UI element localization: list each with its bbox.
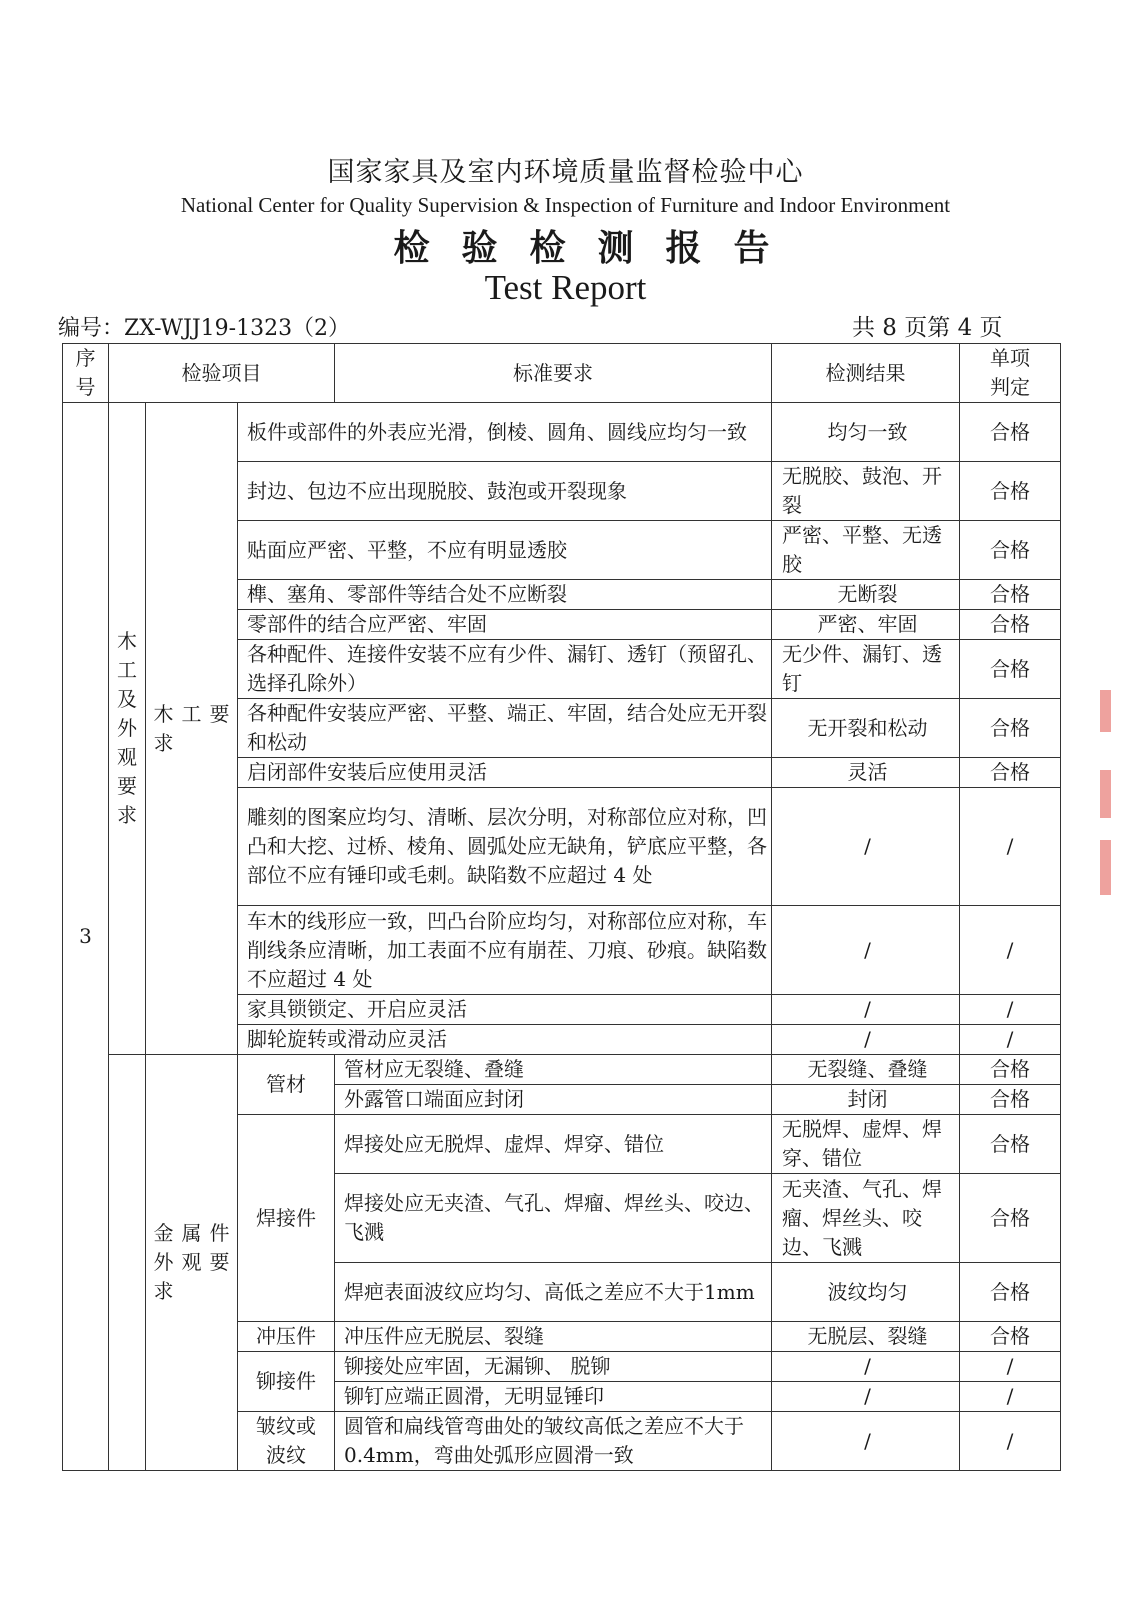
requirement-cell: 启闭部件安装后应使用灵活	[238, 758, 772, 788]
subgroup-cell: 冲压件	[238, 1322, 335, 1352]
verdict-cell: 合格	[960, 521, 1061, 580]
result-cell: 均匀一致	[772, 403, 960, 462]
result-cell: 灵活	[772, 758, 960, 788]
verdict-cell: /	[960, 995, 1061, 1025]
category-spacer	[109, 1055, 146, 1471]
verdict-cell: /	[960, 906, 1061, 995]
result-cell: 无裂缝、叠缝	[772, 1055, 960, 1085]
page-indicator: 共 8 页第 4 页	[852, 315, 1003, 341]
verdict-cell: /	[960, 788, 1061, 906]
verdict-cell: 合格	[960, 758, 1061, 788]
verdict-cell: /	[960, 1412, 1061, 1471]
org-name-cn: 国家家具及室内环境质量监督检验中心	[327, 157, 804, 188]
requirement-cell: 铆接处应牢固，无漏铆、 脱铆	[335, 1352, 772, 1382]
result-cell: /	[772, 906, 960, 995]
requirement-cell: 焊接处应无脱焊、虚焊、焊穿、错位	[335, 1115, 772, 1174]
result-cell: 封闭	[772, 1085, 960, 1115]
requirement-cell: 家具锁锁定、开启应灵活	[238, 995, 772, 1025]
result-cell: /	[772, 1382, 960, 1412]
requirement-cell: 冲压件应无脱层、裂缝	[335, 1322, 772, 1352]
requirement-cell: 焊疤表面波纹应均匀、高低之差应不大于1mm	[335, 1263, 772, 1322]
verdict-cell: 合格	[960, 610, 1061, 640]
result-cell: /	[772, 1025, 960, 1055]
seal-mark	[1100, 840, 1111, 895]
report-title-cn: 检验检测报告	[393, 227, 802, 269]
header-result: 检测结果	[772, 344, 960, 403]
requirement-cell: 各种配件、连接件安装不应有少件、漏钉、透钉（预留孔、选择孔除外）	[238, 640, 772, 699]
report-title-en: Test Report	[484, 268, 647, 307]
requirement-cell: 铆钉应端正圆滑，无明显锤印	[335, 1382, 772, 1412]
requirement-cell: 板件或部件的外表应光滑，倒棱、圆角、圆线应均匀一致	[238, 403, 772, 462]
verdict-cell: 合格	[960, 403, 1061, 462]
verdict-cell: 合格	[960, 1055, 1061, 1085]
subgroup-cell: 焊接件	[238, 1115, 335, 1322]
requirement-cell: 零部件的结合应严密、牢固	[238, 610, 772, 640]
result-cell: 严密、牢固	[772, 610, 960, 640]
result-cell: /	[772, 1412, 960, 1471]
report-number: 编号：ZX-WJJ19-1323（2）	[58, 316, 351, 341]
verdict-cell: 合格	[960, 1115, 1061, 1174]
verdict-cell: 合格	[960, 1085, 1061, 1115]
org-name-en: National Center for Quality Supervision & Inspection of Furniture and Indoor Environment	[180, 193, 951, 217]
header-item: 检验项目	[109, 344, 335, 403]
verdict-cell: /	[960, 1025, 1061, 1055]
seq-cell: 3	[63, 403, 109, 1471]
subgroup-cell: 管材	[238, 1055, 335, 1115]
verdict-cell: 合格	[960, 1174, 1061, 1263]
result-cell: 无夹渣、气孔、焊瘤、焊丝头、咬边、飞溅	[772, 1174, 960, 1263]
verdict-cell: /	[960, 1352, 1061, 1382]
requirement-cell: 外露管口端面应封闭	[335, 1085, 772, 1115]
woodwork-group-cell: 木工要求	[146, 403, 238, 1055]
result-cell: /	[772, 788, 960, 906]
verdict-cell: 合格	[960, 1263, 1061, 1322]
requirement-cell: 贴面应严密、平整，不应有明显透胶	[238, 521, 772, 580]
verdict-cell: 合格	[960, 462, 1061, 521]
result-cell: 无脱胶、鼓泡、开裂	[772, 462, 960, 521]
requirement-cell: 榫、塞角、零部件等结合处不应断裂	[238, 580, 772, 610]
seal-mark	[1100, 690, 1111, 732]
result-cell: 严密、平整、无透胶	[772, 521, 960, 580]
header-verdict: 单项判定	[960, 344, 1061, 403]
header-standard: 标准要求	[335, 344, 772, 403]
result-cell: 无脱焊、虚焊、焊穿、错位	[772, 1115, 960, 1174]
subgroup-cell: 铆接件	[238, 1352, 335, 1412]
result-cell: 无少件、漏钉、透钉	[772, 640, 960, 699]
result-cell: 无开裂和松动	[772, 699, 960, 758]
verdict-cell: 合格	[960, 1322, 1061, 1352]
verdict-cell: 合格	[960, 580, 1061, 610]
requirement-cell: 车木的线形应一致，凹凸台阶应均匀，对称部位应对称，车削线条应清晰，加工表面不应有崩茬、刀痕、砂痕。缺陷数不应超过 4 处	[238, 906, 772, 995]
result-cell: 无脱层、裂缝	[772, 1322, 960, 1352]
requirement-cell: 焊接处应无夹渣、气孔、焊瘤、焊丝头、咬边、飞溅	[335, 1174, 772, 1263]
result-cell: /	[772, 1352, 960, 1382]
requirement-cell: 脚轮旋转或滑动应灵活	[238, 1025, 772, 1055]
verdict-cell: 合格	[960, 640, 1061, 699]
verdict-cell: 合格	[960, 699, 1061, 758]
table-header-row	[63, 344, 1061, 403]
requirement-cell: 各种配件安装应严密、平整、端正、牢固，结合处应无开裂和松动	[238, 699, 772, 758]
requirement-cell: 雕刻的图案应均匀、清晰、层次分明，对称部位应对称，凹凸和大挖、过桥、棱角、圆弧处应无缺角，铲底应平整，各部位不应有锤印或毛刺。缺陷数不应超过 4 处	[238, 788, 772, 906]
requirement-cell: 圆管和扁线管弯曲处的皱纹高低之差应不大于 0.4mm，弯曲处弧形应圆滑一致	[335, 1412, 772, 1471]
subgroup-cell: 皱纹或波纹	[238, 1412, 335, 1471]
result-cell: /	[772, 995, 960, 1025]
category-cell: 木工及外观要求	[109, 403, 146, 1055]
result-cell: 波纹均匀	[772, 1263, 960, 1322]
requirement-cell: 管材应无裂缝、叠缝	[335, 1055, 772, 1085]
table-row	[63, 1055, 1061, 1085]
result-cell: 无断裂	[772, 580, 960, 610]
metal-group-cell: 金属件外观要求	[146, 1055, 238, 1471]
table-row	[63, 403, 1061, 462]
verdict-cell: /	[960, 1382, 1061, 1412]
header-seq: 序号	[63, 344, 109, 403]
inspection-table	[62, 343, 1061, 1471]
requirement-cell: 封边、包边不应出现脱胶、鼓泡或开裂现象	[238, 462, 772, 521]
seal-mark	[1100, 770, 1111, 818]
